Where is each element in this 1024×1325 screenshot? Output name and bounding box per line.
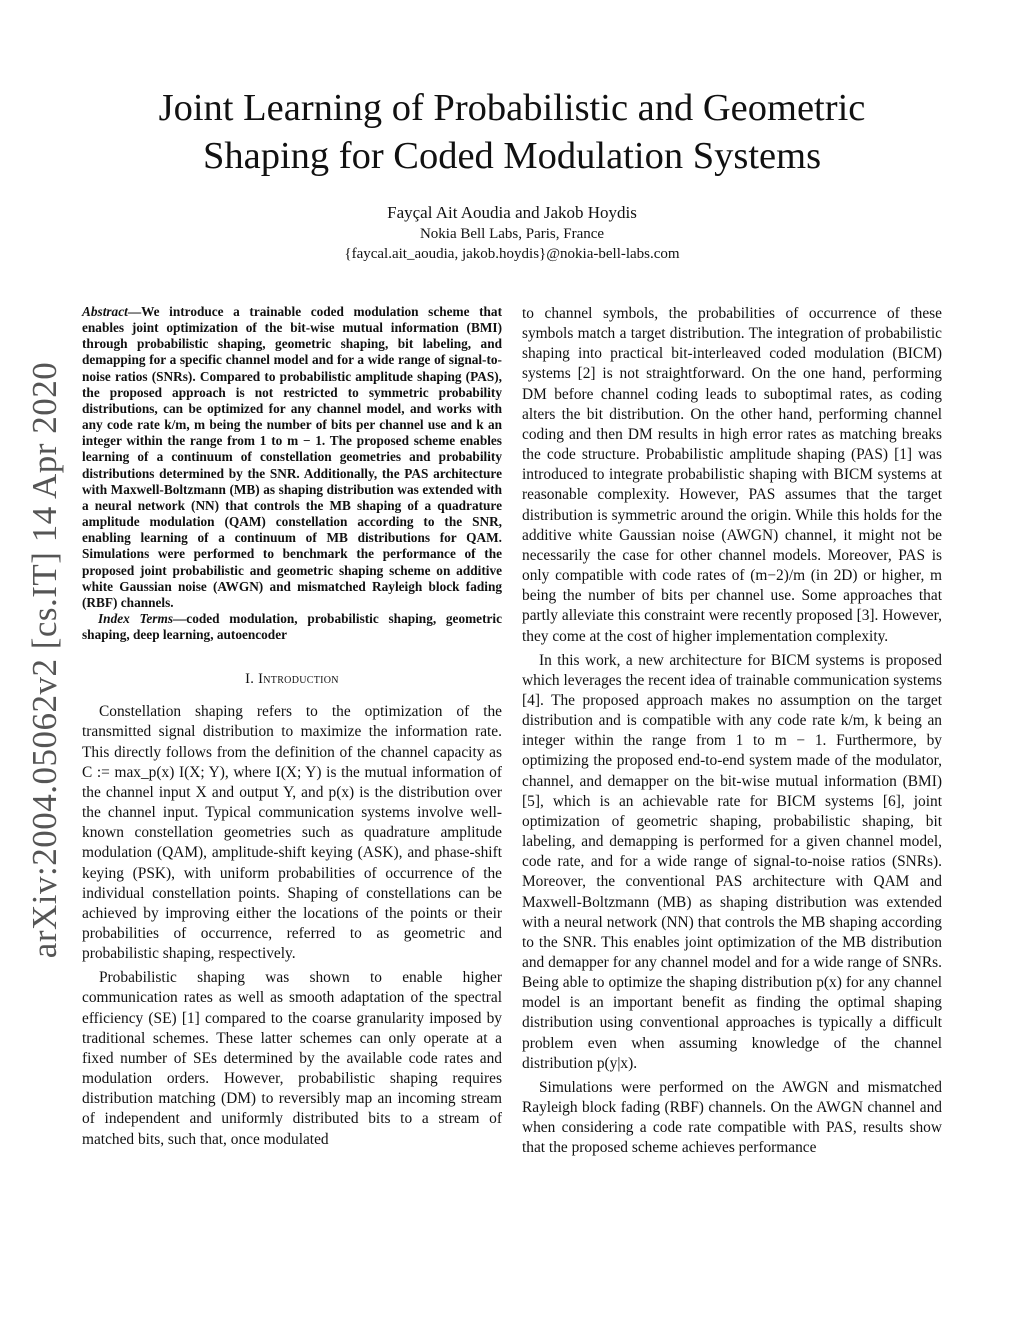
author-email: {faycal.ait_aoudia, jakob.hoydis}@nokia-bell-labs.com	[344, 246, 680, 262]
intro-paragraph-2: Probabilistic shaping was shown to enable higher communication rates as well as smooth adaptation of the spectral efficiency (SE) [1] compared to the coarse granularity imposed by traditional schemes. These latter schemes can only operate at a fixed number of SEs determined by the available code rates and modulation orders. However, probabilistic shaping requires distribution matching (DM) to reversibly map an incoming stream of independent and uniformly distributed bits to a stream of matched bits, such that, once modulated	[82, 969, 502, 1148]
section-number: I.	[245, 671, 259, 688]
index-terms	[82, 611, 502, 643]
right-column	[522, 304, 942, 1159]
paper-title	[0, 84, 1024, 180]
intro-paragraph-5: Simulations were performed on the AWGN and mismatched Rayleigh block fading (RBF) channels. On the AWGN channel and when considering a code rate compatible with PAS, results show that the proposed scheme achieves performance	[522, 1078, 942, 1157]
left-column	[82, 304, 502, 1150]
author-names: Fayçal Ait Aoudia and Jakob Hoydis	[387, 203, 637, 222]
author-block	[0, 202, 1024, 264]
title-line-2: Shaping for Coded Modulation Systems	[202, 135, 822, 177]
section-heading	[82, 671, 502, 688]
intro-paragraph-3: to channel symbols, the probabilities of occurrence of these symbols match a target distribution. The integration of probabilistic shaping into practical bit-interleaved coded modulation (BICM) systems [2] is not straightforward. On the one hand, performing DM before channel coding leads to suboptimal rates, as coding alters the bit distribution. On the other hand, performing channel coding and then DM results in high error rates as matching breaks the code structure. Probabilistic amplitude shaping (PAS) [1] was introduced to integrate probabilistic shaping with BICM systems at reasonable complexity. However, PAS assumes that the target distribution is symmetric around the origin. While this holds for the additive white Gaussian noise (AWGN) channel, it might not be necessarily the case for other channel models. Moreover, PAS is only compatible with code rates of (m−2)/m (in 2D) or higher, m being the number of bits per channel use. Some approaches that partly alleviate this constraint were recently proposed [3]. However, they come at the cost of higher implementation complexity.	[522, 305, 942, 645]
index-terms-text: —coded modulation, probabilistic shaping, geometric shaping, deep learning, autoencoder	[82, 610, 502, 643]
abstract	[82, 304, 502, 611]
arxiv-identifier: arXiv:2004.05062v2 [cs.IT] 14 Apr 2020	[25, 361, 64, 959]
arxiv-sidebar	[20, 360, 70, 960]
author-affiliation: Nokia Bell Labs, Paris, France	[419, 226, 605, 242]
intro-paragraph-1: Constellation shaping refers to the optimization of the transmitted signal distribution to maximize the information rate. This directly follows from the definition of the channel capacity as C := max_p(x) I(X; Y), where I(X; Y) is the mutual information of the channel input X and output Y, and p(x) is the distribution over the channel input. Typical communication systems involve well-known constellation geometries such as quadrature amplitude modulation (QAM), amplitude-shift keying (ASK), and phase-shift keying (PSK), with uniform probabilities of occurrence of the individual constellation points. Shaping of constellations can be achieved by improving either the locations of the points or their probabilities of occurrence, referred to as geometric and probabilistic shaping, respectively.	[82, 703, 502, 963]
section-title: Introduction	[258, 671, 339, 688]
title-line-1: Joint Learning of Probabilistic and Geometric	[158, 87, 866, 129]
intro-paragraph-4: In this work, a new architecture for BICM systems is proposed which leverages the recent idea of trainable communication systems [4]. The proposed approach makes no assumption on the target distribution and is compatible with any code rate k/m, k being an integer within the range from 1 to m − 1. Furthermore, by optimizing the proposed end-to-end system made of the modulator, channel, and demapper on the bit-wise mutual information (BMI) [5], which is an achievable rate for BICM systems [6], joint optimization of geometric shaping, probabilistic shaping, bit labeling, and demapping is performed for a given channel model, code rate, and for a wide range of signal-to-noise ratios (SNRs). Moreover, the conventional PAS architecture with QAM and Maxwell-Boltzmann (MB) as shaping distribution was extended with a neural network (NN) that controls the MB shaping according to the SNR. This enables joint optimization of the MB distribution and demapper for any channel model and for a wide range of SNRs. Being able to optimize the shaping distribution p(x) for any channel model is an important benefit as finding the optimal shaping distribution using conventional approaches is typically a difficult problem even when assuming knowledge of the channel distribution p(y|x).	[522, 651, 942, 1072]
abstract-text: —We introduce a trainable coded modulation scheme that enables joint optimization of the bit-wise mutual information (BMI) through probabilistic shaping, geometric shaping, bit labeling, and demapping for a specific channel model and for a wide range of signal-to-noise ratios (SNRs). Compared to probabilistic amplitude shaping (PAS), the proposed approach is not restricted to symmetric probability distributions, can be optimized for any channel model, and works with any code rate k/m, m being the number of bits per channel use and k an integer within the range from 1 to m − 1. The proposed scheme enables learning of a continuum of constellation geometries and probability distributions determined by the SNR. Additionally, the PAS architecture with Maxwell-Boltzmann (MB) as shaping distribution was extended with a neural network (NN) that controls the MB shaping of a quadrature amplitude modulation (QAM) constellation according to the SNR, enabling learning of a continuum of MB distributions for QAM. Simulations were performed to benchmark the performance of the proposed joint probabilistic and geometric shaping scheme on additive white Gaussian noise (AWGN) and mismatched Rayleigh block fading (RBF) channels.	[82, 304, 502, 610]
abstract-label: Abstract	[82, 304, 128, 319]
index-terms-label: Index Terms	[98, 610, 173, 626]
